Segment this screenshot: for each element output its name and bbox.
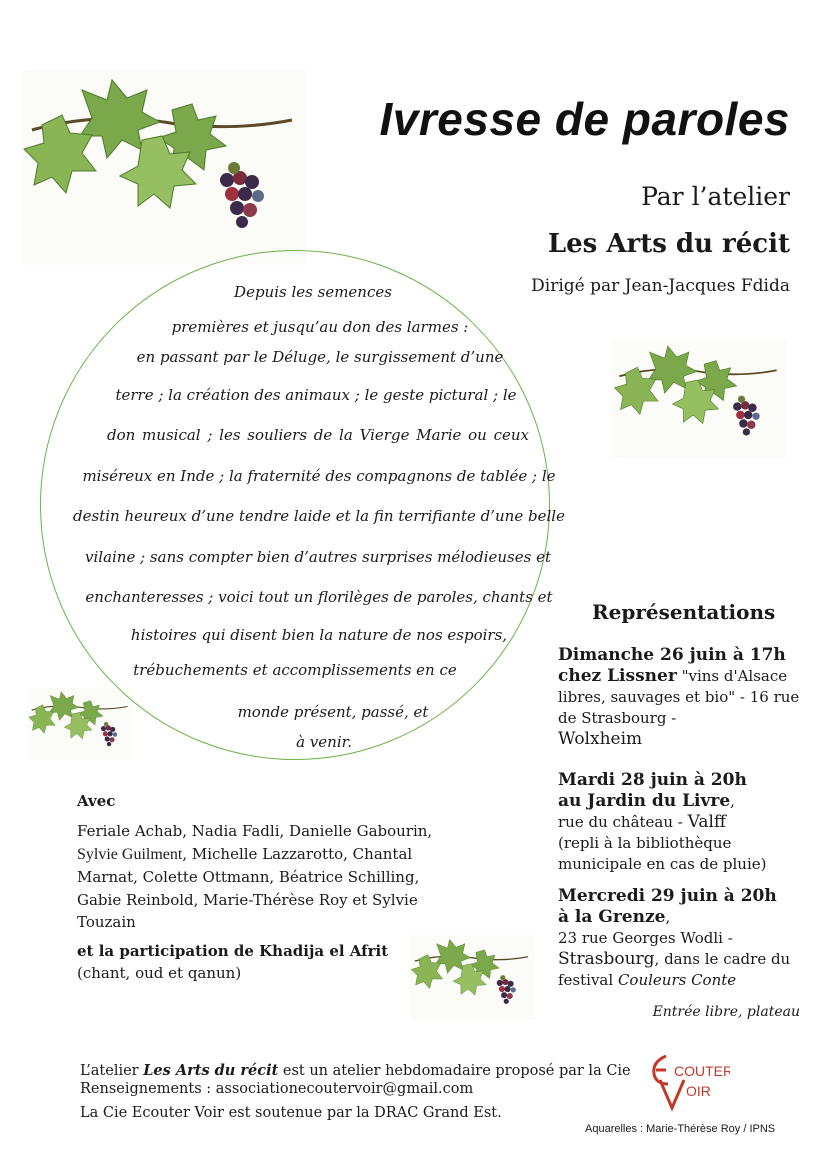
poem-line: enchanteresses ; voici tout un florilèges de paroles, chants et (85, 588, 553, 606)
poem-line: monde présent, passé, et (237, 703, 429, 721)
svg-text:COUTER: COUTER (674, 1063, 730, 1079)
poem-line: vilaine ; sans compter bien d’autres surprises mélodieuses et (85, 548, 551, 566)
event-venue: au Jardin du Livre (558, 791, 731, 811)
poem-line: histoires qui disent bien la nature de nos espoirs, (130, 626, 508, 644)
event-venue: à la Grenze (558, 907, 666, 927)
event-town: Strasbourg (558, 949, 655, 969)
event-description: "vins d'Alsace libres, sauvages et bio" - 16 rue de Strasbourg - (558, 667, 800, 727)
event-town: Wolxheim (558, 729, 643, 749)
event-date: Mardi 28 juin à 20h (558, 770, 747, 790)
contact-email: Renseignements : associationecoutervoir@gmail.com (80, 1081, 474, 1097)
footer-line-1: L’atelier Les Arts du récit est un atelier hebdomadaire proposé par la Cie (80, 1062, 631, 1079)
event-3: Mercredi 29 juin à 20h à la Grenze, 23 rue Georges Wodli - Strasbourg, dans le cadre du festival Couleurs Conte (558, 886, 791, 989)
guest-detail: (chant, oud et qanun) (77, 964, 242, 982)
director-line: Dirigé par Jean-Jacques Fdida (531, 276, 790, 296)
event-street: 23 rue Georges Wodli - (558, 929, 733, 947)
participation: et la participation de Khadija el Afrit (chant, oud et qanun) (77, 942, 389, 982)
poster-title: Ivresse de paroles (379, 93, 790, 145)
poem-line: don musical ; les souliers de la Vierge Marie ou ceux (107, 426, 529, 444)
svg-text:OIR: OIR (686, 1083, 711, 1099)
poem-line: trébuchements et accomplissements en ce (133, 661, 457, 679)
funding-line: La Cie Ecouter Voir est soutenue par la DRAC Grand Est. (80, 1105, 502, 1121)
event-venue: chez Lissner (558, 666, 677, 686)
cast-names: Feriale Achab, Nadia Fadli, Danielle Gabourin, Sylvie Guilment, Michelle Lazzarotto, Chantal Marnat, Colette Ottmann, Béatrice Schilling, Gabie Reinbold, Marie-Thérèse Roy et Sylvie Touzain (77, 822, 433, 931)
event-note: (repli à la bibliothèque municipale en cas de pluie) (558, 834, 767, 873)
event-street: rue du château - (558, 813, 688, 831)
illustration-credit: Aquarelles : Marie-Thérèse Roy / IPNS (585, 1123, 776, 1135)
vine-illustration-bottom (410, 935, 535, 1020)
cast-heading: Avec (77, 792, 116, 810)
poem-line: Depuis les semences (234, 283, 392, 301)
poem-line: premières et jusqu’au don des larmes : (171, 318, 469, 336)
event-town: Valff (687, 812, 726, 832)
guest-name: Khadija el Afrit (259, 942, 389, 960)
poem-line: miséreux en Inde ; la fraternité des compagnons de tablée ; le (82, 467, 556, 485)
event-2: Mardi 28 juin à 20h au Jardin du Livre, rue du château - Valff (repli à la bibliothèque municipale en cas de pluie) (558, 770, 767, 873)
poem-line: en passant par le Déluge, le surgissement d’une (136, 348, 504, 366)
by-workshop-label: Par l’atelier (641, 182, 790, 211)
representations-heading: Représentations (592, 600, 776, 624)
event-date: Dimanche 26 juin à 17h (558, 645, 786, 665)
workshop-name: Les Arts du récit (547, 229, 790, 259)
event-date: Mercredi 29 juin à 20h (558, 886, 777, 906)
poem-line: à venir. (296, 733, 352, 751)
entry-info: Entrée libre, plateau (652, 1004, 800, 1020)
vine-illustration-top (22, 70, 307, 265)
event-1 (558, 645, 818, 750)
festival-name: Couleurs Conte (617, 971, 737, 989)
ecouter-voir-logo (650, 1050, 730, 1114)
poem-line: destin heureux d’une tendre laide et la fin terrifiante d’une belle (73, 507, 565, 525)
poem-line: terre ; la création des animaux ; le geste pictural ; le (115, 386, 517, 404)
